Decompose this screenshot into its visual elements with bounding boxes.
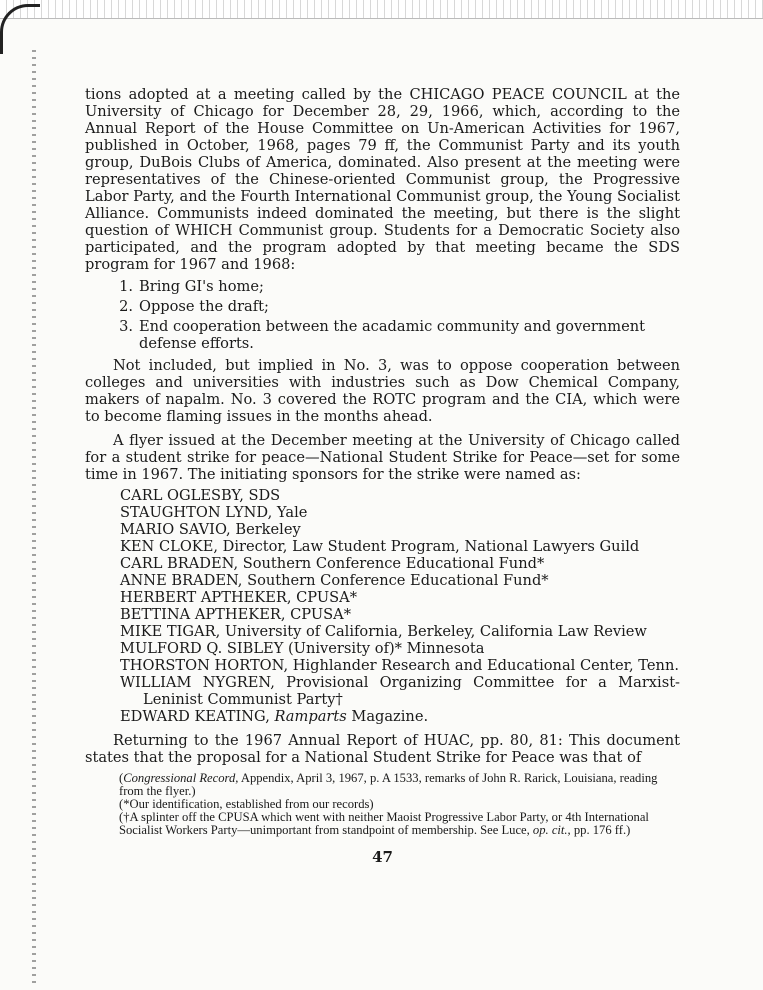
sponsor-item: BETTINA APTHEKER, CPUSA* — [120, 606, 351, 623]
sponsor-item: EDWARD KEATING, Ramparts Magazine. — [120, 708, 429, 725]
list-item: 1. Bring GI's home; — [119, 278, 264, 295]
sponsor-item: ANNE BRADEN, Southern Conference Educational Fund* — [120, 572, 549, 589]
sponsor-item: MULFORD Q. SIBLEY (University of)* Minnesota — [120, 640, 485, 657]
sponsor-item: STAUGHTON LYND, Yale — [120, 504, 308, 521]
sponsor-list — [120, 487, 680, 725]
sponsor-item: CARL BRADEN, Southern Conference Educational Fund* — [120, 555, 545, 572]
sponsor-item: CARL OGLESBY, SDS — [120, 487, 281, 504]
page-number: 47 — [372, 848, 393, 866]
sponsor-item: KEN CLOKE, Director, Law Student Program, National Lawyers Guild — [120, 538, 640, 555]
sponsor-item: MIKE TIGAR, University of California, Berkeley, California Law Review — [120, 623, 647, 640]
sponsor-item: HERBERT APTHEKER, CPUSA* — [120, 589, 358, 606]
footnote-1: (Congressional Record, Appendix, April 3, 1967, p. A 1533, remarks of John R. Rarick, Louisiana, reading from the flyer.) — [119, 771, 658, 798]
paragraph-2: Not included, but implied in No. 3, was to oppose cooperation between colleges and universities with industries such as Dow Chemical Company, makers of napalm. No. 3 covered the ROTC program and the CIA, which were to become flaming issues in the months ahead. — [85, 357, 680, 425]
footnotes — [119, 772, 680, 837]
paragraph-4: Returning to the 1967 Annual Report of HUAC, pp. 80, 81: This document states that the proposal for a National Student Strike for Peace was that of — [85, 732, 680, 766]
paragraph-1: tions adopted at a meeting called by the CHICAGO PEACE COUNCIL at the University of Chicago for December 28, 29, 1966, which, according to the Annual Report of the House Committee on Un-American Activities for 1967, published in October, 1968, pages 79 ff, the Communist Party and its youth group, DuBois Clubs of America, dominated. Also present at the meeting were representatives of the Chinese-oriented Communist group, the Progressive Labor Party, and the Fourth International Communist group, the Young Socialist Alliance. Communists indeed dominated the meeting, but there is the slight question of WHICH Communist group. Students for a Democratic Society also participated, and the program adopted by that meeting became the SDS program for 1967 and 1968: — [85, 86, 680, 273]
footnote-2: (*Our identification, established from our records) — [119, 797, 374, 811]
program-list — [85, 278, 680, 352]
document-page — [85, 86, 680, 866]
scan-edge — [0, 0, 763, 19]
sponsor-item: WILLIAM NYGREN, Provisional Organizing Committee for a Marxist-Leninist Communist Party† — [120, 674, 680, 708]
sponsor-item: THORSTON HORTON, Highlander Research and Educational Center, Tenn. — [120, 657, 679, 674]
footnote-3: (†A splinter off the CPUSA which went with neither Maoist Progressive Labor Party, or 4th International Socialist Workers Party—unimportant from standpoint of membership. See Luce, op. cit., pp. 176 ff.) — [119, 810, 649, 837]
sponsor-item: MARIO SAVIO, Berkeley — [120, 521, 301, 538]
list-item: 3. End cooperation between the acadamic community and government defense efforts. — [119, 318, 645, 352]
paragraph-3: A flyer issued at the December meeting at the University of Chicago called for a student strike for peace—National Student Strike for Peace—set for some time in 1967. The initiating sponsors for the strike were named as: — [85, 432, 680, 483]
list-item: 2. Oppose the draft; — [119, 298, 269, 315]
scan-binding-marks — [32, 50, 36, 985]
